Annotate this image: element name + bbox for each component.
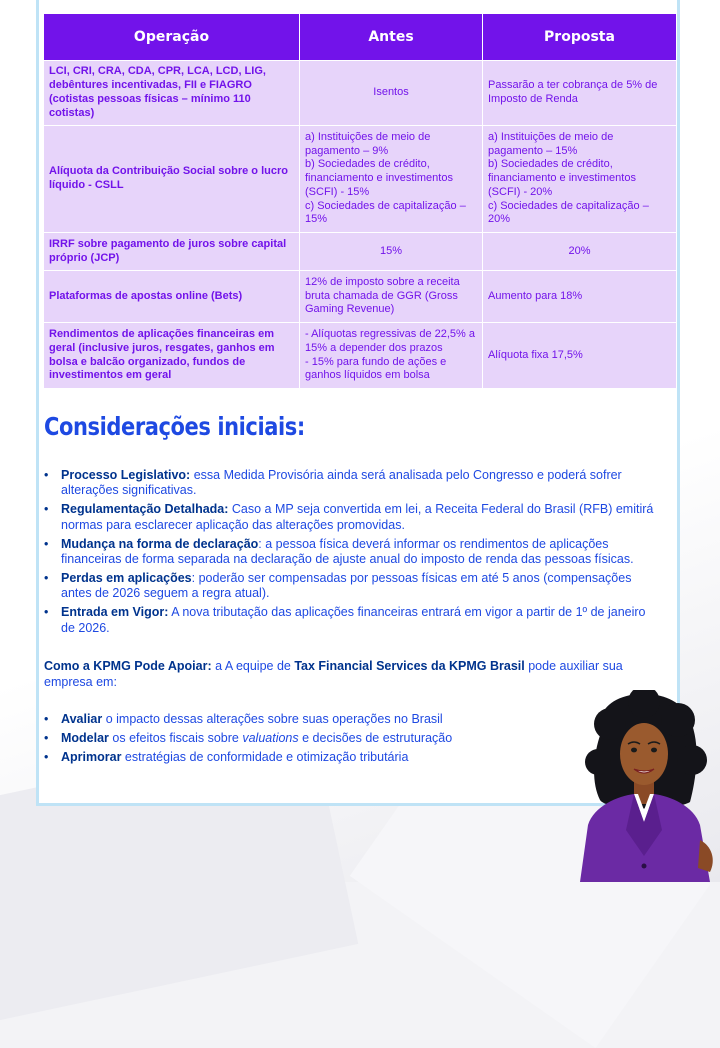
item-text: o impacto dessas alterações sobre suas operações no Brasil [102,712,443,726]
cell-operacao: Rendimentos de aplicações financeiras em geral (inclusive juros, resgates, ganhos em bolsa e balcão organizado, fundos de investimentos em geral [44,323,300,389]
item-text: A nova tributação das aplicações financeiras entrará em vigor a partir de 1º de janeiro de 2026. [61,605,646,635]
table-row [44,126,677,233]
cell-antes: Isentos [300,61,483,126]
item-italic: valuations [242,730,299,745]
table-header-row [44,14,677,61]
item-text: : poderão ser compensadas por pessoas físicas em até 5 anos (compensações antes de 2026 seguem a regra atual). [61,570,632,601]
item-label: Aprimorar [61,749,122,764]
bullet-icon: • [44,536,49,551]
table-row [44,61,677,126]
cell-operacao: Alíquota da Contribuição Social sobre o lucro líquido - CSLL [44,126,300,233]
cell-operacao: IRRF sobre pagamento de juros sobre capital próprio (JCP) [44,233,300,271]
bullet-icon: • [44,730,49,745]
cell-proposta: a) Instituições de meio de pagamento – 15% b) Sociedades de crédito, financiamento e investimentos (SCFI) - 20% c) Sociedades de capitalização – 20% [483,126,677,233]
header-operacao: Operação [44,14,300,61]
cell-antes: - Alíquotas regressivas de 22,5% a 15% a depender dos prazos - 15% para fundo de ações e ganhos líquidos em bolsa [300,323,483,389]
kpmg-team-name: Tax Financial Services da KPMG Brasil [294,659,525,673]
kpmg-support-paragraph [44,658,664,690]
item-text: os efeitos fiscais sobre [108,730,243,745]
item-label: Avaliar [61,712,103,726]
bullet-icon: • [44,502,49,517]
item-label: Regulamentação Detalhada: [61,502,229,517]
item-label: Mudança na forma de declaração [61,536,259,551]
cell-operacao: LCI, CRI, CRA, CDA, CPR, LCA, LCD, LIG, debêntures incentivadas, FII e FIAGRO (cotistas pessoas físicas – mínimo 110 cotistas) [44,61,300,126]
item-text: Caso a MP seja convertida em lei, a Receita Federal do Brasil (RFB) emitirá normas para esclarecer aplicação das alterações promovidas. [61,502,654,532]
item-text-after: e decisões de estruturação [298,730,453,745]
cell-antes: 12% de imposto sobre a receita bruta chamada de GGR (Gross Gaming Revenue) [300,271,483,323]
list-item [44,571,654,602]
item-label: Modelar [61,730,109,745]
bullet-icon: • [44,605,49,620]
table-row [44,323,677,389]
bullet-icon: • [44,749,49,764]
item-text: : a pessoa física deverá informar os rendimentos de aplicações financeiras de forma separada na declaração de ajuste anual do imposto de renda das pessoas físicas. [61,536,634,567]
operations-table [43,13,677,389]
kpmg-text-end: pode auxiliar sua empresa em: [44,659,623,689]
cell-operacao: Plataformas de apostas online (Bets) [44,271,300,323]
bullet-icon: • [44,468,49,482]
kpmg-text: a A equipe de [211,659,295,673]
list-item [44,605,654,636]
header-proposta: Proposta [483,14,677,61]
cell-antes: a) Instituições de meio de pagamento – 9% b) Sociedades de crédito, financiamento e investimentos (SCFI) - 15% c) Sociedades de capitalização – 15% [300,126,483,233]
cell-proposta: 20% [483,233,677,271]
item-label: Perdas em aplicações [61,570,192,585]
table-row [44,233,677,271]
considerations-list [44,468,654,640]
list-item [44,502,654,533]
item-label: Entrada em Vigor: [61,605,169,620]
list-item [44,537,654,568]
table-row [44,271,677,323]
cell-proposta: Alíquota fixa 17,5% [483,323,677,389]
list-item [44,468,654,499]
bullet-icon: • [44,712,49,726]
cell-proposta: Passarão a ter cobrança de 5% de Imposto de Renda [483,61,677,126]
item-label: Processo Legislativo: [61,468,191,482]
kpmg-label: Como a KPMG Pode Apoiar: [44,659,212,673]
header-antes: Antes [300,14,483,61]
woman-avatar-illustration [560,690,720,882]
bullet-icon: • [44,570,49,585]
item-text: estratégias de conformidade e otimização tributária [121,749,409,764]
cell-proposta: Aumento para 18% [483,271,677,323]
item-text: essa Medida Provisória ainda será analisada pelo Congresso e poderá sofrer alterações significativas. [61,468,622,498]
cell-antes: 15% [300,233,483,271]
section-title: Considerações iniciais: [44,412,305,441]
